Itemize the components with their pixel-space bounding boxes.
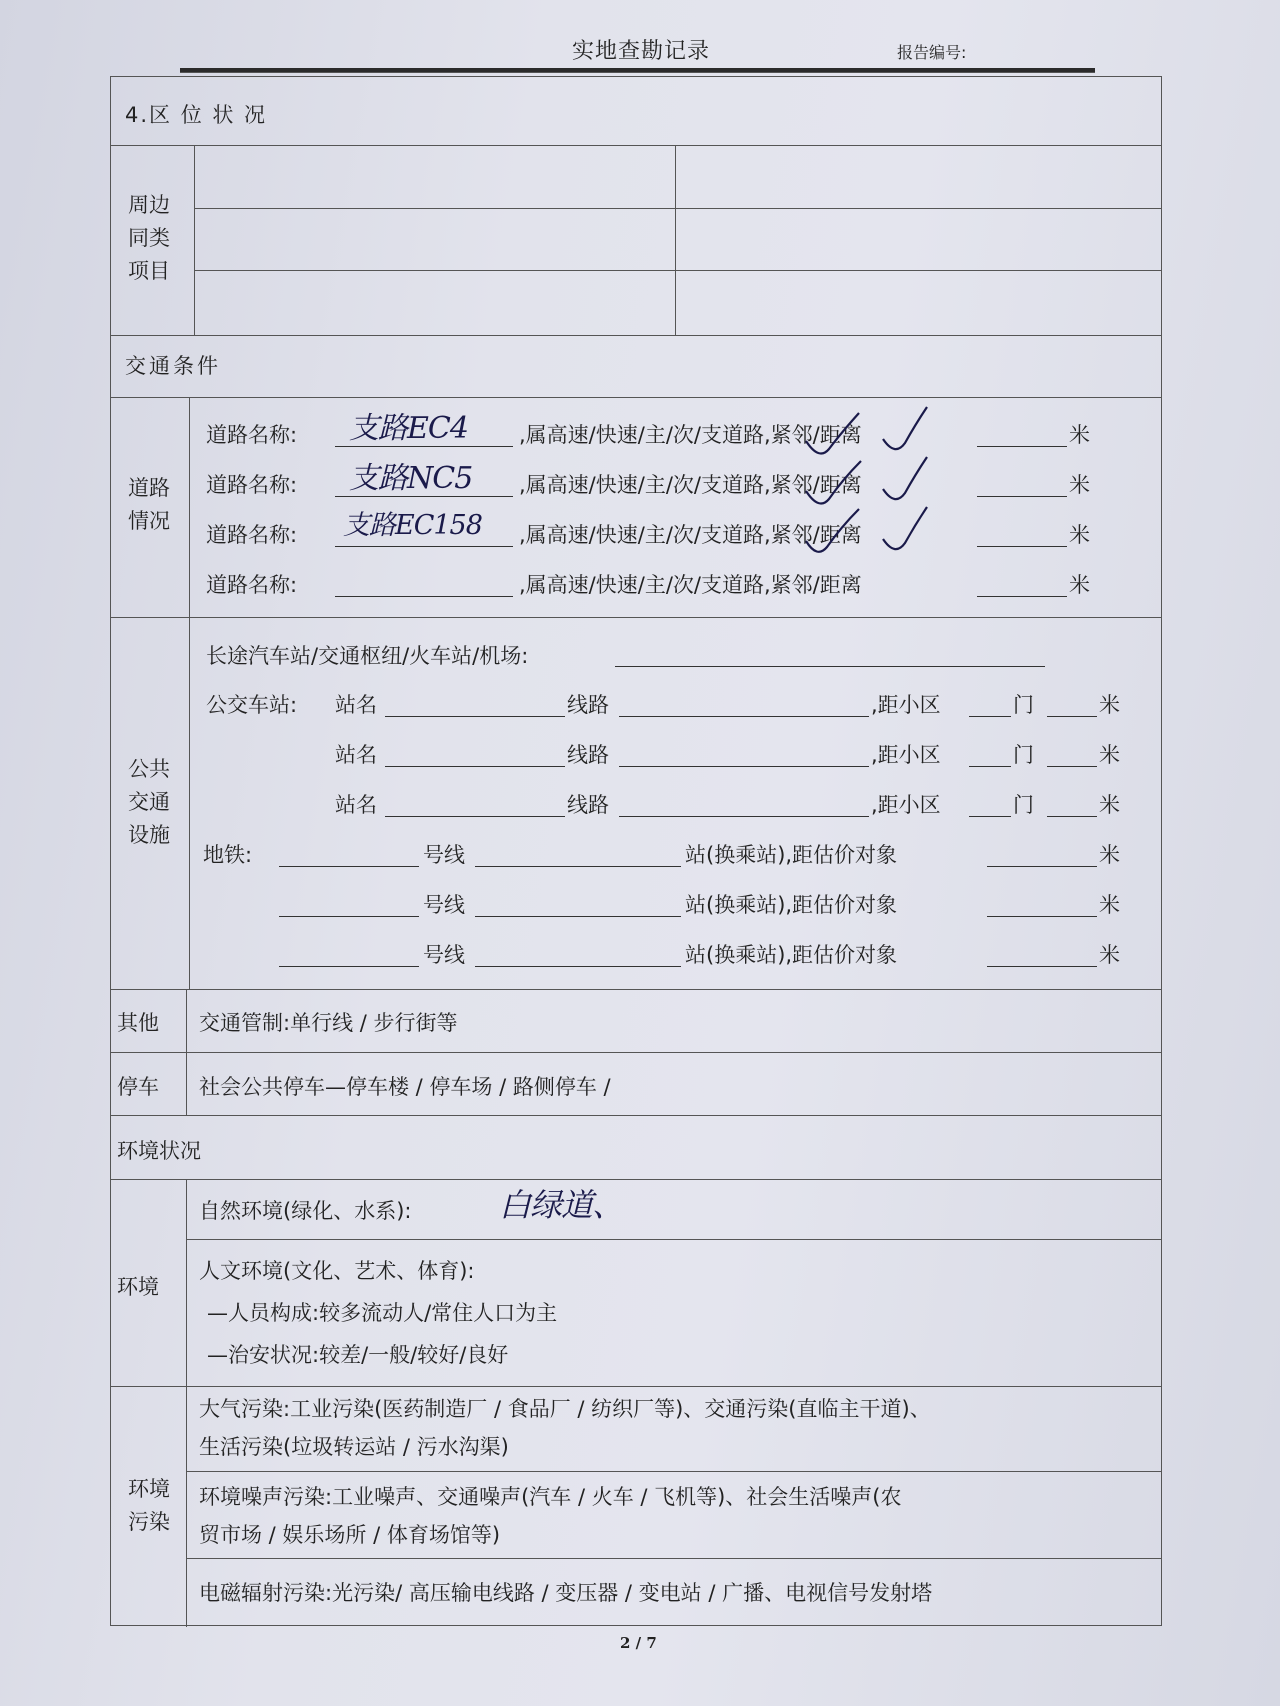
unit-meter: 米	[1069, 473, 1090, 497]
public-security: —治安状况:较差/一般/较好/良好	[207, 1343, 509, 1367]
noise-pollution-line-1: 环境噪声污染:工业噪声、交通噪声(汽车 / 火车 / 飞机等)、社会生活噪声(农	[199, 1485, 902, 1509]
road-name-handwritten: 支路EC158	[343, 510, 482, 541]
route-blank	[619, 716, 869, 717]
gate-blank	[969, 766, 1011, 767]
road-name-handwritten: 支路EC4	[349, 411, 468, 446]
metro-station-blank	[475, 866, 681, 867]
natural-environment-handwritten: 白绿道、	[499, 1186, 624, 1224]
distance-blank	[977, 446, 1067, 447]
road-name-handwritten: 支路NC5	[349, 461, 473, 496]
metro-station-label: 站(换乘站),距估价对象	[685, 943, 898, 967]
station-blank	[385, 816, 565, 817]
road-name-label: 道路名称:	[206, 423, 298, 447]
road-name-blank	[335, 596, 513, 597]
other-label: 其他	[117, 1011, 159, 1035]
road-name-label: 道路名称:	[206, 573, 298, 597]
unit-meter: 米	[1099, 693, 1120, 717]
document-title: 实地查勘记录	[572, 39, 711, 64]
route-label: 线路	[567, 743, 609, 767]
section-title: 4.区 位 状 况	[125, 103, 268, 127]
air-pollution-line-1: 大气污染:工业污染(医药制造厂 / 食品厂 / 纺织厂等)、交通污染(直临主干道)、	[199, 1397, 931, 1421]
route-label: 线路	[567, 793, 609, 817]
site-survey-form	[110, 76, 1162, 1626]
gate-blank	[969, 716, 1011, 717]
unit-meter: 米	[1069, 523, 1090, 547]
col-divider	[186, 989, 187, 1115]
header-rule	[180, 68, 1095, 73]
metro-line-blank	[279, 866, 419, 867]
line-label: 号线	[423, 893, 465, 917]
station-blank	[385, 716, 565, 717]
road-type-options: ,属高速/快速/主/次/支道路,紧邻/距离	[519, 573, 862, 597]
meter-blank	[1047, 816, 1097, 817]
gate-label: 门	[1013, 793, 1034, 817]
station-name-label: 站名	[335, 793, 377, 817]
distance-blank	[977, 496, 1067, 497]
metro-station-label: 站(换乘站),距估价对象	[685, 893, 898, 917]
row-divider	[111, 145, 1161, 146]
unit-meter: 米	[1069, 423, 1090, 447]
row-divider	[194, 270, 1161, 271]
gate-label: 门	[1013, 693, 1034, 717]
row-divider	[111, 989, 1161, 990]
road-name-label: 道路名称:	[206, 523, 298, 547]
cultural-environment-label: 人文环境(文化、艺术、体育):	[199, 1259, 475, 1283]
transport-hub-label: 长途汽车站/交通枢纽/火车站/机场:	[206, 644, 529, 668]
col-divider	[675, 145, 676, 335]
metro-station-blank	[475, 916, 681, 917]
unit-meter: 米	[1099, 743, 1120, 767]
parking-label: 停车	[117, 1075, 159, 1099]
roads-label: 道路情况	[128, 476, 170, 533]
row-divider	[186, 1558, 1161, 1559]
row-divider	[111, 335, 1161, 336]
unit-meter: 米	[1099, 893, 1120, 917]
traffic-section-title: 交通条件	[125, 354, 221, 378]
distance-blank	[977, 596, 1067, 597]
pollution-label: 环境污染	[128, 1477, 170, 1534]
row-divider	[186, 1239, 1161, 1240]
metro-line-blank	[279, 916, 419, 917]
gate-blank	[969, 816, 1011, 817]
meter-blank	[987, 966, 1097, 967]
metro-line-blank	[279, 966, 419, 967]
row-divider	[111, 397, 1161, 398]
natural-environment-label: 自然环境(绿化、水系):	[199, 1199, 412, 1223]
line-label: 号线	[423, 843, 465, 867]
meter-blank	[1047, 766, 1097, 767]
row-divider	[186, 1471, 1161, 1472]
noise-pollution-line-2: 贸市场 / 娱乐场所 / 体育场馆等)	[199, 1523, 501, 1547]
route-label: 线路	[567, 693, 609, 717]
road-name-blank	[335, 546, 513, 547]
environment-section-title: 环境状况	[117, 1139, 201, 1163]
meter-blank	[1047, 716, 1097, 717]
meter-blank	[987, 916, 1097, 917]
handwritten-checkmarks-icon	[801, 403, 941, 583]
electromagnetic-pollution: 电磁辐射污染:光污染/ 高压输电线路 / 变压器 / 变电站 / 广播、电视信号发射塔	[199, 1581, 933, 1605]
route-blank	[619, 816, 869, 817]
meter-blank	[987, 866, 1097, 867]
air-pollution-line-2: 生活污染(垃圾转运站 / 污水沟渠)	[199, 1435, 509, 1459]
road-name-label: 道路名称:	[206, 473, 298, 497]
road-type-options: ,属高速/快速/主/次/支道路,紧邻/距离	[519, 523, 862, 547]
distance-label: ,距小区	[871, 793, 941, 817]
unit-meter: 米	[1099, 793, 1120, 817]
col-divider	[186, 1179, 187, 1627]
station-blank	[385, 766, 565, 767]
row-divider	[111, 1052, 1161, 1053]
public-transit-label: 公共交通设施	[128, 757, 170, 847]
row-divider	[111, 1179, 1161, 1180]
unit-meter: 米	[1099, 943, 1120, 967]
road-type-options: ,属高速/快速/主/次/支道路,紧邻/距离	[519, 423, 862, 447]
row-divider	[111, 1386, 1161, 1387]
distance-label: ,距小区	[871, 693, 941, 717]
row-divider	[194, 208, 1161, 209]
distance-blank	[977, 546, 1067, 547]
report-number-label: 报告编号:	[897, 43, 967, 62]
unit-meter: 米	[1069, 573, 1090, 597]
parking-text: 社会公共停车—停车楼 / 停车场 / 路侧停车 /	[199, 1075, 611, 1099]
row-divider	[111, 617, 1161, 618]
bus-stop-label: 公交车站:	[206, 693, 298, 717]
unit-meter: 米	[1099, 843, 1120, 867]
transport-hub-blank	[615, 666, 1045, 667]
metro-station-blank	[475, 966, 681, 967]
metro-label: 地铁:	[203, 843, 253, 867]
row-divider	[111, 1115, 1161, 1116]
line-label: 号线	[423, 943, 465, 967]
road-type-options: ,属高速/快速/主/次/支道路,紧邻/距离	[519, 473, 862, 497]
environment-label: 环境	[117, 1275, 159, 1299]
distance-label: ,距小区	[871, 743, 941, 767]
gate-label: 门	[1013, 743, 1034, 767]
station-name-label: 站名	[335, 743, 377, 767]
population-composition: —人员构成:较多流动人/常住人口为主	[207, 1301, 558, 1325]
col-divider	[194, 145, 195, 335]
col-divider	[189, 397, 190, 989]
station-name-label: 站名	[335, 693, 377, 717]
metro-station-label: 站(换乘站),距估价对象	[685, 843, 898, 867]
surrounding-projects-label: 周边同类项目	[128, 193, 170, 283]
traffic-control-text: 交通管制:单行线 / 步行街等	[199, 1011, 458, 1035]
route-blank	[619, 766, 869, 767]
page-number: 2 / 7	[620, 1634, 657, 1652]
